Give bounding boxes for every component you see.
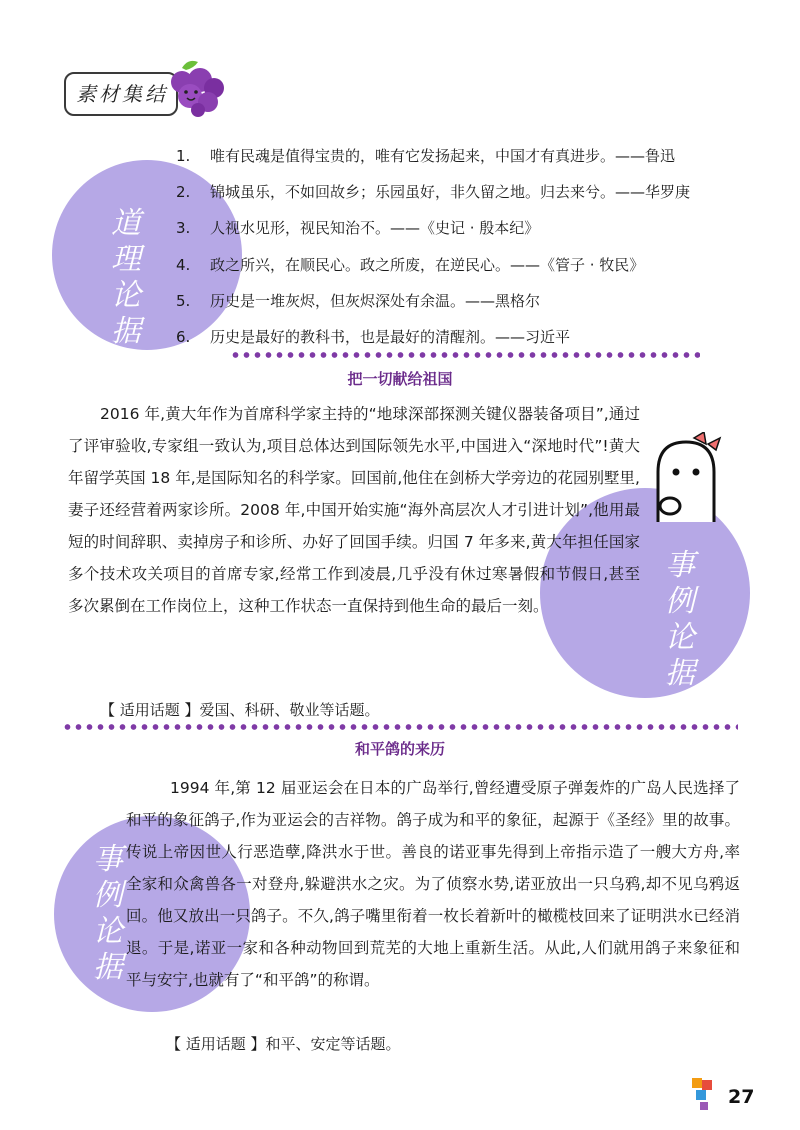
page-number: 27 — [728, 1086, 755, 1108]
section3-title: 和平鸽的来历 — [354, 740, 445, 758]
section1-label: 道 理 论 据 — [111, 206, 141, 349]
section2-title: 把一切献给祖国 — [347, 370, 453, 388]
page-logo-icon — [690, 1076, 716, 1116]
quote-item: 1. 唯有民魂是值得宝贵的，唯有它发扬起来，中国才有真进步。——鲁迅 — [176, 147, 676, 165]
cartoon-character-icon — [650, 432, 730, 522]
section2-label: 事 例 论 据 — [665, 548, 695, 691]
quote-item: 6. 历史是最好的教科书，也是最好的清醒剂。——习近平 — [176, 328, 571, 346]
quote-item: 4. 政之所兴，在顺民心。政之所废，在逆民心。——《管子 · 牧民》 — [176, 256, 645, 274]
dotted-divider — [230, 352, 700, 358]
dotted-divider — [62, 724, 738, 730]
quote-item: 2. 锦城虽乐，不如回故乡；乐园虽好，非久留之地。归去来兮。——华罗庚 — [176, 183, 691, 201]
section3-body: 1994 年,第 12 届亚运会在日本的广岛举行,曾经遭受原子弹轰炸的广岛人民选择了和平的象征鸽子,作为亚运会的吉祥物。鸽子成为和平的象征，起源于《圣经》里的故事。传说上帝因世人行恶造孽,降洪水于世。善良的诺亚事先得到上帝指示造了一艘大方舟,率全家和众禽兽各一对登舟,躲避洪水之灾。为了侦察水势,诺亚放出一只乌鸦,却不见乌鸦返回。他又放出一只鸽子。不久,鸽子嘴里衔着一枚长着新叶的橄榄枝回来了证明洪水已经消退。于是,诺亚一家和各种动物回到荒芜的大地上重新生活。从此,人们就用鸽子来象征和平与安宁,也就有了“和平鸽”的称谓。 — [126, 779, 740, 989]
badge-title: 素材集结 — [76, 82, 168, 106]
grape-icon — [160, 58, 230, 120]
section3-topic: 【 适用话题 】和平、安定等话题。 — [166, 1035, 401, 1053]
quote-item: 5. 历史是一堆灰烬，但灰烬深处有余温。——黑格尔 — [176, 292, 541, 310]
section2-topic: 【 适用话题 】爱国、科研、敬业等话题。 — [100, 701, 380, 719]
section2-body: 2016 年,黄大年作为首席科学家主持的“地球深部探测关键仪器装备项目”,通过了评审验收,专家组一致认为,项目总体达到国际领先水平,中国进入“深地时代”!黄大年留学英国 18 年,是国际知名的科学家。回国前,他住在剑桥大学旁边的花园别墅里,妻子还经营着两家诊所。2008 年,中国开始实施“海外高层次人才引进计划”,他用最短的时间辞职、卖掉房子和诊所、办好了回国手续。归国 7 年多来,黄大年担任国家多个技术攻关项目的首席专家,经常工作到凌晨,几乎没有休过寒暑假和节假日,甚至多次累倒在工作岗位上，这种工作状态一直保持到他生命的最后一刻。 — [68, 405, 640, 615]
section3-label: 事 例 论 据 — [93, 842, 123, 985]
quote-item: 3. 人视水见形，视民知治不。——《史记 · 殷本纪》 — [176, 219, 540, 237]
